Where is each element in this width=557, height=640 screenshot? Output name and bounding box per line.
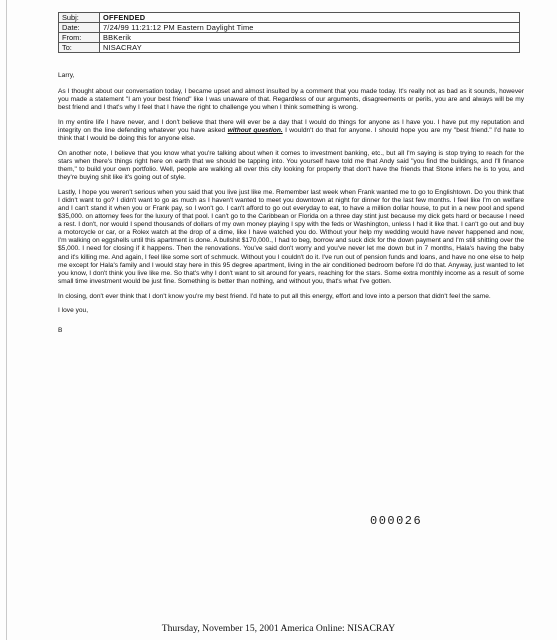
email-header-table [58,12,520,53]
letter-greeting: Larry, [58,72,75,79]
bates-number: 000026 [370,514,423,528]
date-label: Date: [59,23,100,33]
letter-signature: B [58,327,63,335]
letter-body [58,72,524,342]
letter-paragraph-1: As I thought about our conversation today, I became upset and almost insulted by a comment that you made today. It's really not as bad as it sounds, however you made a statement "I am your best friend" like I was unaware of that. Regardless of our arguments, disagreements or perils, you are and always will be my best friend and I that's why I feel that I have the right to challenge you when I think something is wrong. [58,88,524,112]
from-value: BBKerik [100,33,520,43]
date-value: 7/24/99 11:21:12 PM Eastern Daylight Time [100,23,520,33]
letter-paragraph-4: Lastly, I hope you weren't serious when you said that you live just like me. Remember last week when Frank wanted me to go to Englishtown. Do you think that I didn't want to go? I didn't want to go as much as I haven't wanted to meet you downtown at night for dinner for the last few months. I feel like I'm on welfare and I can't stand it when you or Frank pay, so I won't go. I can't afford to go out everyday to eat, to have a million dollar house, to put in a new pool and spend $35,000. on attorney fees for the luxury of that pool. I can't go to the Caribbean or Florida on a three day stint just because my dick gets hard or because I need a rest. I don't, nor would I spend thousands of dollars of my own money playing I spy with the feds or Washington, unless I had it like that. I can't go out and buy a motorcycle or car, or a Rolex watch at the drop of a dime, like I have watched you do. Without your help my wedding would have never happened and now, I'm walking on eggshells until this apartment is done. A bullshit $170,000., I had to beg, borrow and suck dick for the down payment and I'm still shitting over the $5,000. I need for closing if it happens. Then the renovations. You've said don't worry and you've never let me down but in 7 months, Hala's having the baby and it's killing me. And again, I feel like some sort of schmuck. Without you I couldn't do it. I've run out of pension funds and loans, and have no one else to help me except for Hala's family and I would stay here in this 95 degree apartment, living in the air conditioned bedroom before I'd do that. Anyway, just wanted to let you know, I don't think you live like me. So that's why I don't want to sit around for years, reaching for the stars. Some extra monthly income as a result of some small time investment would be just fine. Something is better than nothing, and without you, that's what I've gotten. [58,188,524,285]
header-row-subject [59,13,520,23]
header-row-from [59,33,520,43]
to-label: To: [59,43,100,53]
letter-paragraph-3: On another note, I believe that you know what you're talking about when it comes to investment banking, etc., but all I'm saying is stop trying to reach for the stars when there's things right here on earth that we should be tapping into. You yourself have told me that Andy said "you find the buildings, and I'll finance them," to build your own portfolio. Well, people are walking all over this city looking for property that don't have the friends that Stone infers he is to you, and they're buying shit like it's going out of style. [58,149,524,182]
to-value: NISACRAY [100,43,520,53]
letter-closing: I love you, [58,307,89,315]
paragraph-2-emphasis: without question. [227,127,283,135]
header-row-date [59,23,520,33]
from-label: From: [59,33,100,43]
paragraph-2-part-a: In my entire life I have never, and I don't believe that there will ever be a day that I would do things for anyone as I have you. I have put my reputation and integrity on the line defending whatever you have asked [58,118,524,135]
header-row-to [59,43,520,53]
letter-paragraph-2 [58,119,524,143]
print-footer: Thursday, November 15, 2001 America Online: NISACRAY [161,623,396,634]
subject-value: OFFENDED [100,13,520,23]
letter-paragraph-5: In closing, don't ever think that I don't know you're my best friend. I'd hate to put all this energy, effort and love into a person that didn't feel the same. [58,292,491,300]
subject-label: Subj: [59,13,100,23]
paragraph-2-part-b: I wouldn't do that for anyone. I should hope you are my "best friend." I'd hate to think that I would be doing this for anyone else. [58,127,524,143]
